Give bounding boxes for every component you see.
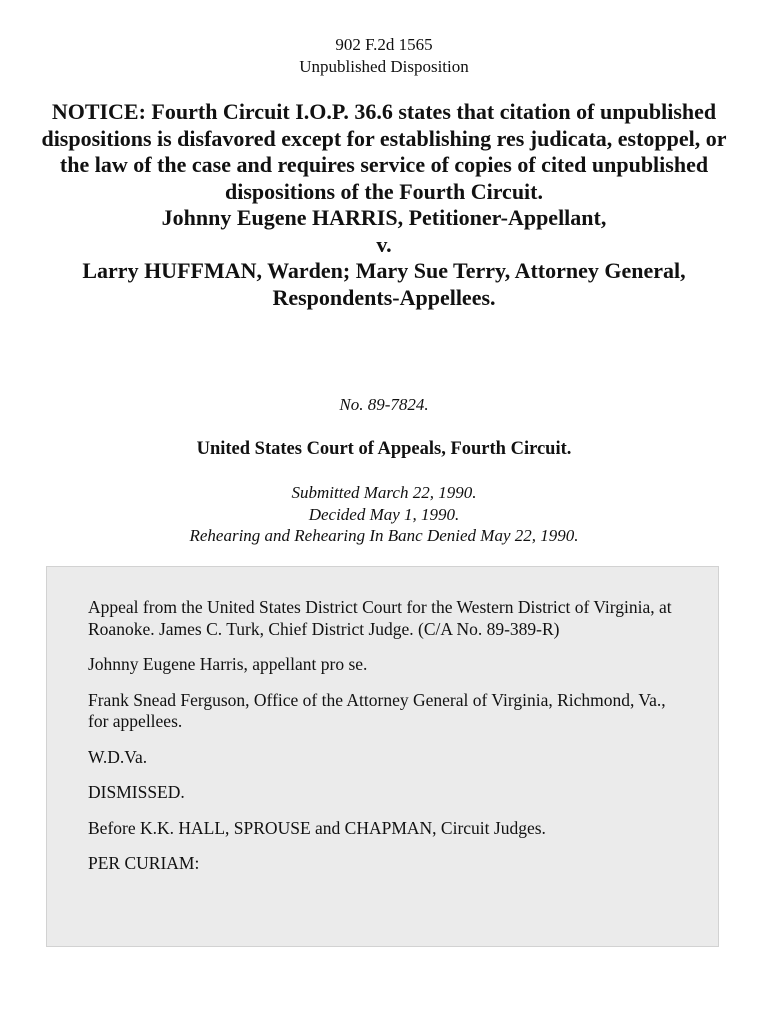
- rehearing-date: Rehearing and Rehearing In Banc Denied May 22, 1990.: [189, 526, 579, 545]
- decided-date: Decided May 1, 1990.: [308, 504, 460, 524]
- citation-header: [0, 34, 768, 78]
- lower-court-paragraph: W.D.Va.: [88, 746, 148, 767]
- appeal-from-paragraph: Appeal from the United States District Court for the Western District of Virginia, at Roanoke. James C. Turk, Chief District Judge. (C/A No. 89-389-R): [88, 597, 672, 639]
- notice-text: NOTICE: Fourth Circuit I.O.P. 36.6 states that citation of unpublished dispositions is disfavored except for establishing res judicata, estoppel, or the law of the case and requires service of copies of cited unpublished dispositions of the Fourth Circuit.: [41, 99, 727, 204]
- case-dates: [0, 482, 768, 547]
- case-heading: [40, 99, 728, 311]
- docket-number: No. 89-7824.: [339, 395, 429, 414]
- case-details-panel: [46, 566, 719, 947]
- submitted-date: Submitted March 22, 1990.: [291, 483, 477, 502]
- appellant-counsel-paragraph: Johnny Eugene Harris, appellant pro se.: [88, 654, 368, 674]
- reporter-citation: 902 F.2d 1565: [335, 35, 433, 54]
- per-curiam-paragraph: PER CURIAM:: [88, 853, 200, 873]
- result-paragraph: DISMISSED.: [88, 782, 185, 802]
- case-details-body: [88, 597, 678, 889]
- respondents-line: Larry HUFFMAN, Warden; Mary Sue Terry, Attorney General,: [82, 258, 686, 283]
- disposition-label: Unpublished Disposition: [299, 57, 469, 76]
- appellee-counsel-paragraph: Frank Snead Ferguson, Office of the Attorney General of Virginia, Richmond, Va., for appellees.: [88, 689, 666, 731]
- judges-paragraph: Before K.K. HALL, SPROUSE and CHAPMAN, Circuit Judges.: [88, 817, 546, 838]
- versus-line: v.: [376, 231, 392, 257]
- respondents-role-line: Respondents-Appellees.: [272, 284, 496, 310]
- court-name: United States Court of Appeals, Fourth Circuit.: [196, 439, 572, 459]
- petitioner-line: Johnny Eugene HARRIS, Petitioner-Appellant,: [161, 205, 607, 230]
